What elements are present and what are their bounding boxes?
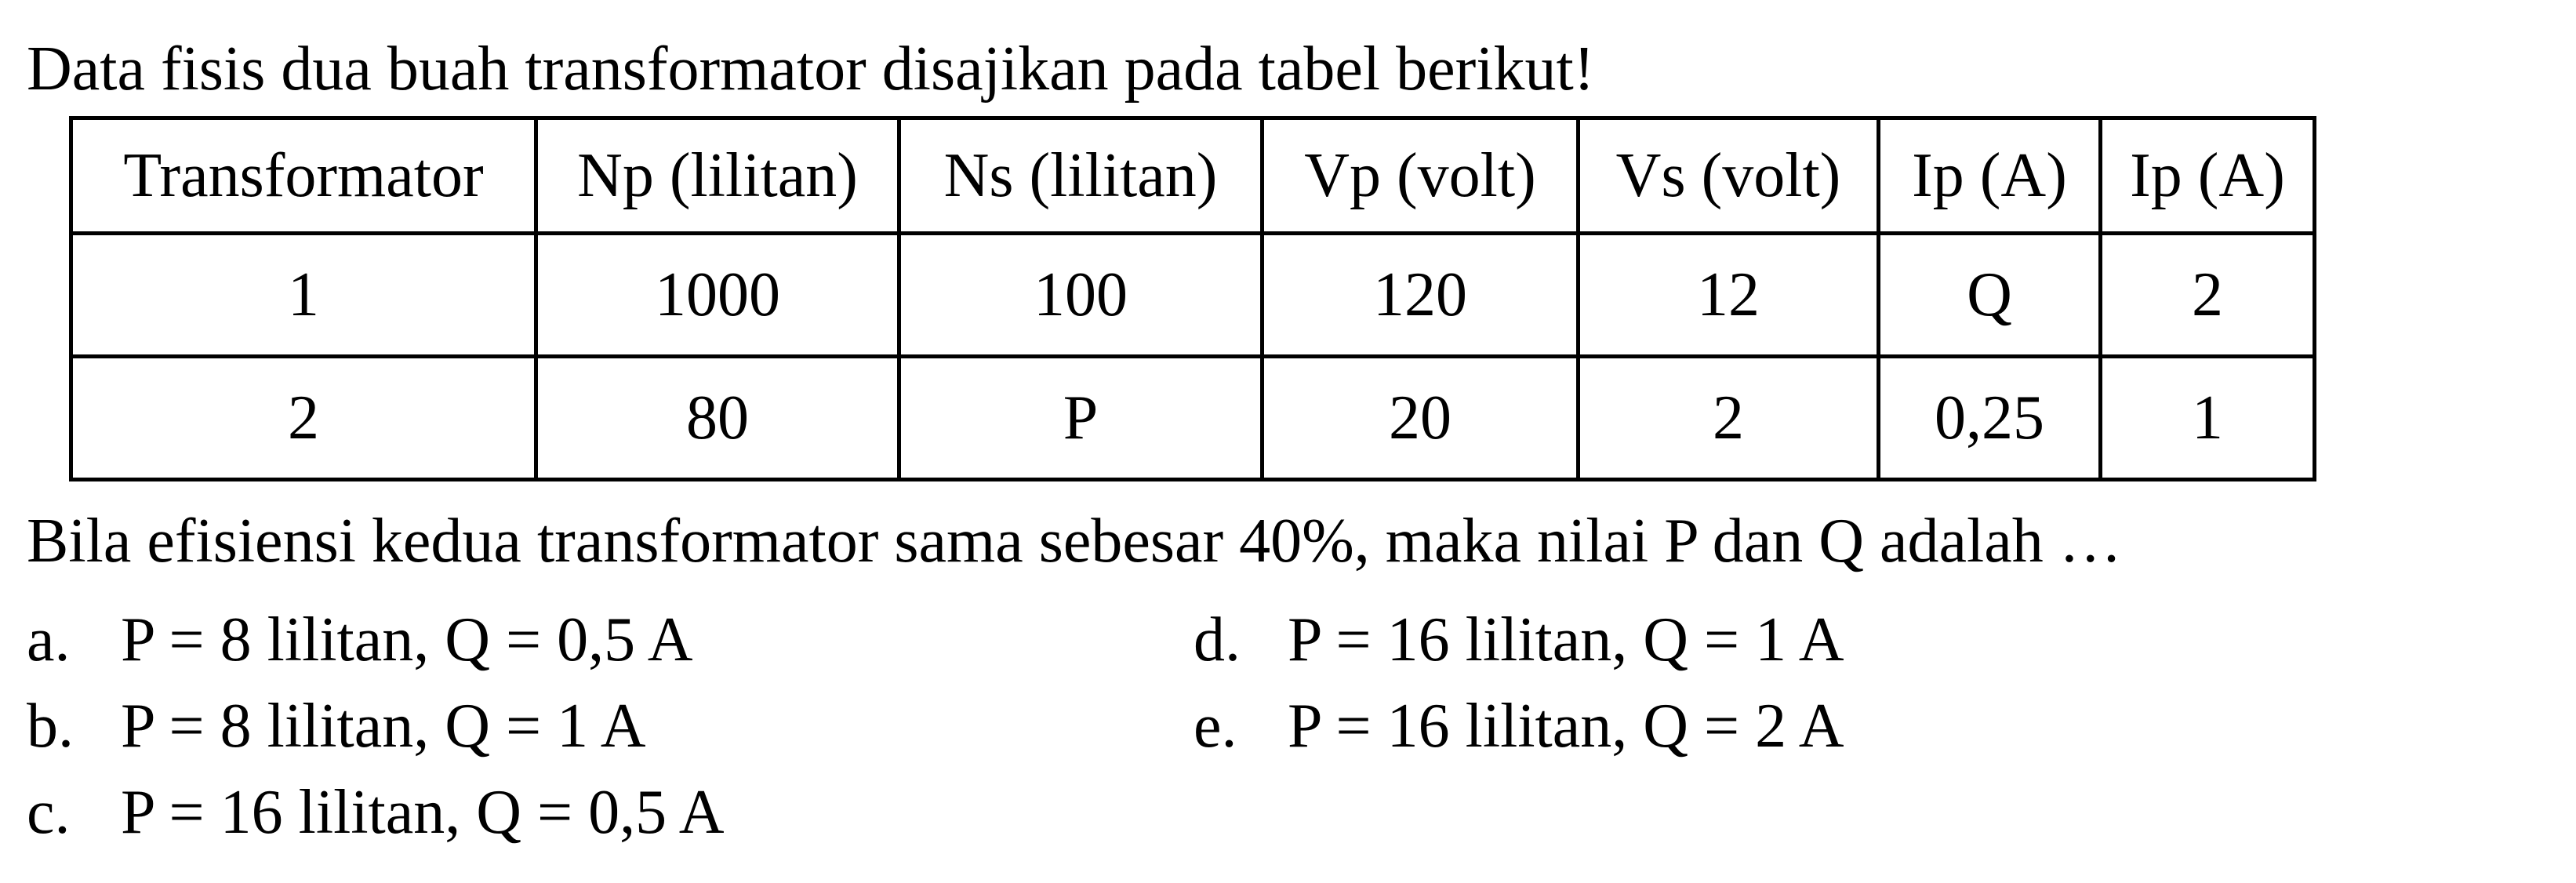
table-cell: 120	[1263, 234, 1579, 357]
table-cell: 1000	[536, 234, 899, 357]
option-letter: c.	[27, 778, 71, 847]
table-row	[71, 357, 2315, 480]
table-cell: P	[899, 357, 1263, 480]
header-vs: Vs (volt)	[1579, 118, 1879, 234]
table-cell: 20	[1263, 357, 1579, 480]
table-cell: 0,25	[1879, 357, 2101, 480]
table-row	[71, 234, 2315, 357]
answer-option-d[interactable]	[1194, 601, 1844, 679]
table-cell: 2	[71, 357, 536, 480]
option-text: P = 8 lilitan, Q = 1 A	[121, 692, 646, 761]
table-cell: 1	[71, 234, 536, 357]
header-ip-second: Ip (A)	[2101, 118, 2315, 234]
answer-option-c[interactable]	[27, 773, 725, 852]
table-cell: 100	[899, 234, 1263, 357]
question-intro: Data fisis dua buah transformator disajikan pada tabel berikut!	[27, 35, 1595, 104]
table-cell: 12	[1579, 234, 1879, 357]
header-vp: Vp (volt)	[1263, 118, 1579, 234]
header-transformator: Transformator	[71, 118, 536, 234]
table-header-row	[71, 118, 2315, 234]
option-letter: e.	[1194, 692, 1237, 761]
option-letter: d.	[1194, 605, 1241, 674]
table-cell: 2	[2101, 234, 2315, 357]
answer-option-b[interactable]	[27, 687, 646, 765]
table-cell: 2	[1579, 357, 1879, 480]
header-np: Np (lilitan)	[536, 118, 899, 234]
table-cell: 1	[2101, 357, 2315, 480]
option-letter: a.	[27, 605, 71, 674]
option-letter: b.	[27, 692, 74, 761]
option-text: P = 16 lilitan, Q = 1 A	[1288, 605, 1844, 674]
option-text: P = 16 lilitan, Q = 0,5 A	[121, 778, 725, 847]
answer-option-e[interactable]	[1194, 687, 1844, 765]
header-ns: Ns (lilitan)	[899, 118, 1263, 234]
header-ip: Ip (A)	[1879, 118, 2101, 234]
option-text: P = 8 lilitan, Q = 0,5 A	[121, 605, 693, 674]
table-cell: Q	[1879, 234, 2101, 357]
question-prompt: Bila efisiensi kedua transformator sama sebesar 40%, maka nilai P dan Q adalah …	[27, 507, 2122, 576]
transformer-data-table	[69, 116, 2316, 481]
answer-option-a[interactable]	[27, 601, 693, 679]
table-cell: 80	[536, 357, 899, 480]
option-text: P = 16 lilitan, Q = 2 A	[1288, 692, 1844, 761]
